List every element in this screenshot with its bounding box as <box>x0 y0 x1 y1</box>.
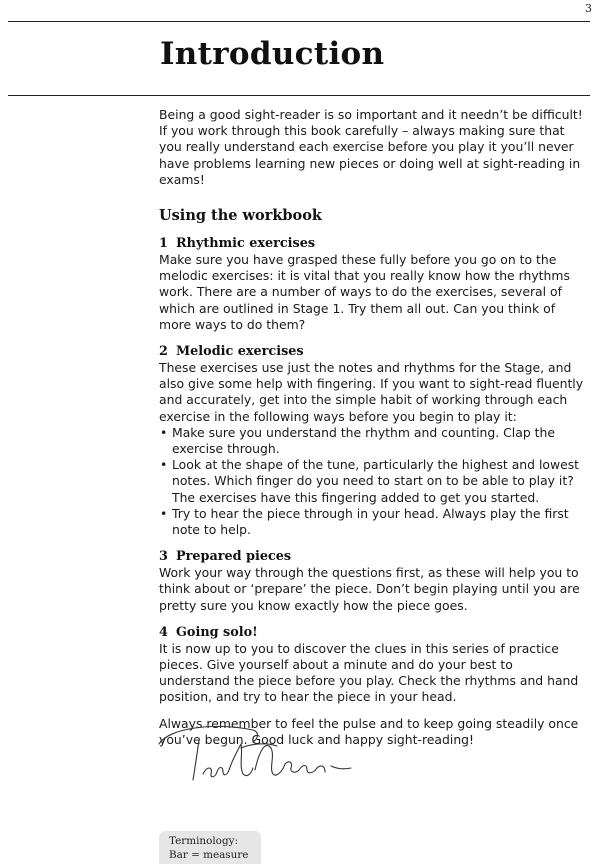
section-number: 4 <box>159 624 168 640</box>
section-text: It is now up to you to discover the clues in this series of practice pieces. Give yourself about a minute and do your best to understand the piece before you play. Check the rhythms and hand position, and try to hear the piece in your head. <box>159 640 579 705</box>
section-number: 1 <box>159 236 168 252</box>
header-rule <box>8 21 590 22</box>
terminology-entry: Bar = measure <box>169 849 249 861</box>
section-heading <box>159 235 585 252</box>
closing-paragraph: Always remember to feel the pulse and to keep going steadily once you’ve begun. Good luck and happy sight-reading! <box>159 715 579 747</box>
section-text: Work your way through the questions first, as these will help you to think about or ‘prepare’ the piece. Don’t begin playing until you are pretty sure you know exactly how the piece goes. <box>159 565 580 613</box>
signature-icon <box>155 718 360 788</box>
section-title: Melodic exercises <box>176 344 304 360</box>
list-item: • Make sure you understand the rhythm and counting. Clap the exercise through. <box>159 425 585 457</box>
workbook-heading: Using the workbook <box>159 207 322 225</box>
page-number: 3 <box>585 2 592 15</box>
section-heading <box>159 343 585 360</box>
terminology-label: Terminology: <box>169 835 238 847</box>
section-number: 3 <box>159 549 168 565</box>
section-melodic-exercises <box>159 343 585 538</box>
section-heading <box>159 624 585 641</box>
section-title: Going solo! <box>176 624 258 640</box>
page-title: Introduction <box>160 36 385 72</box>
section-title: Rhythmic exercises <box>176 236 316 252</box>
section-text: These exercises use just the notes and rhythms for the Stage, and also give some help with fingering. If you want to sight-read fluently and accurately, get into the simple habit of working through each exercise in the following ways before you begin to play it: <box>159 360 584 424</box>
section-heading <box>159 548 585 565</box>
terminology-box <box>159 831 261 864</box>
section-number: 2 <box>159 344 168 360</box>
section-rhythmic-exercises <box>159 235 585 333</box>
section-title: Prepared pieces <box>176 549 292 565</box>
list-item: • Try to hear the piece through in your head. Always play the first note to help. <box>159 506 585 538</box>
section-text: Make sure you have grasped these fully before you go on to the melodic exercises: it is vital that you really know how the rhythms work. There are a number of ways to do the exercises, several of which are outlined in Stage 1. Try them all out. Can you think of more ways to do them? <box>159 252 570 332</box>
list-item: • Look at the shape of the tune, particularly the highest and lowest notes. Which finger do you need to start on to be able to play it? The exercises have this fingering added to get you started. <box>159 457 585 506</box>
bullet-list <box>159 425 585 538</box>
intro-paragraph: Being a good sight-reader is so important and it needn’t be difficult! If you work through this book carefully – always making sure that you really understand each exercise before you play it you’ll never have problems learning new pieces or doing well at sight-reading in exams! <box>159 107 583 187</box>
title-rule <box>8 95 590 96</box>
main-content <box>159 107 585 748</box>
section-prepared-pieces <box>159 548 585 614</box>
section-going-solo <box>159 624 585 706</box>
